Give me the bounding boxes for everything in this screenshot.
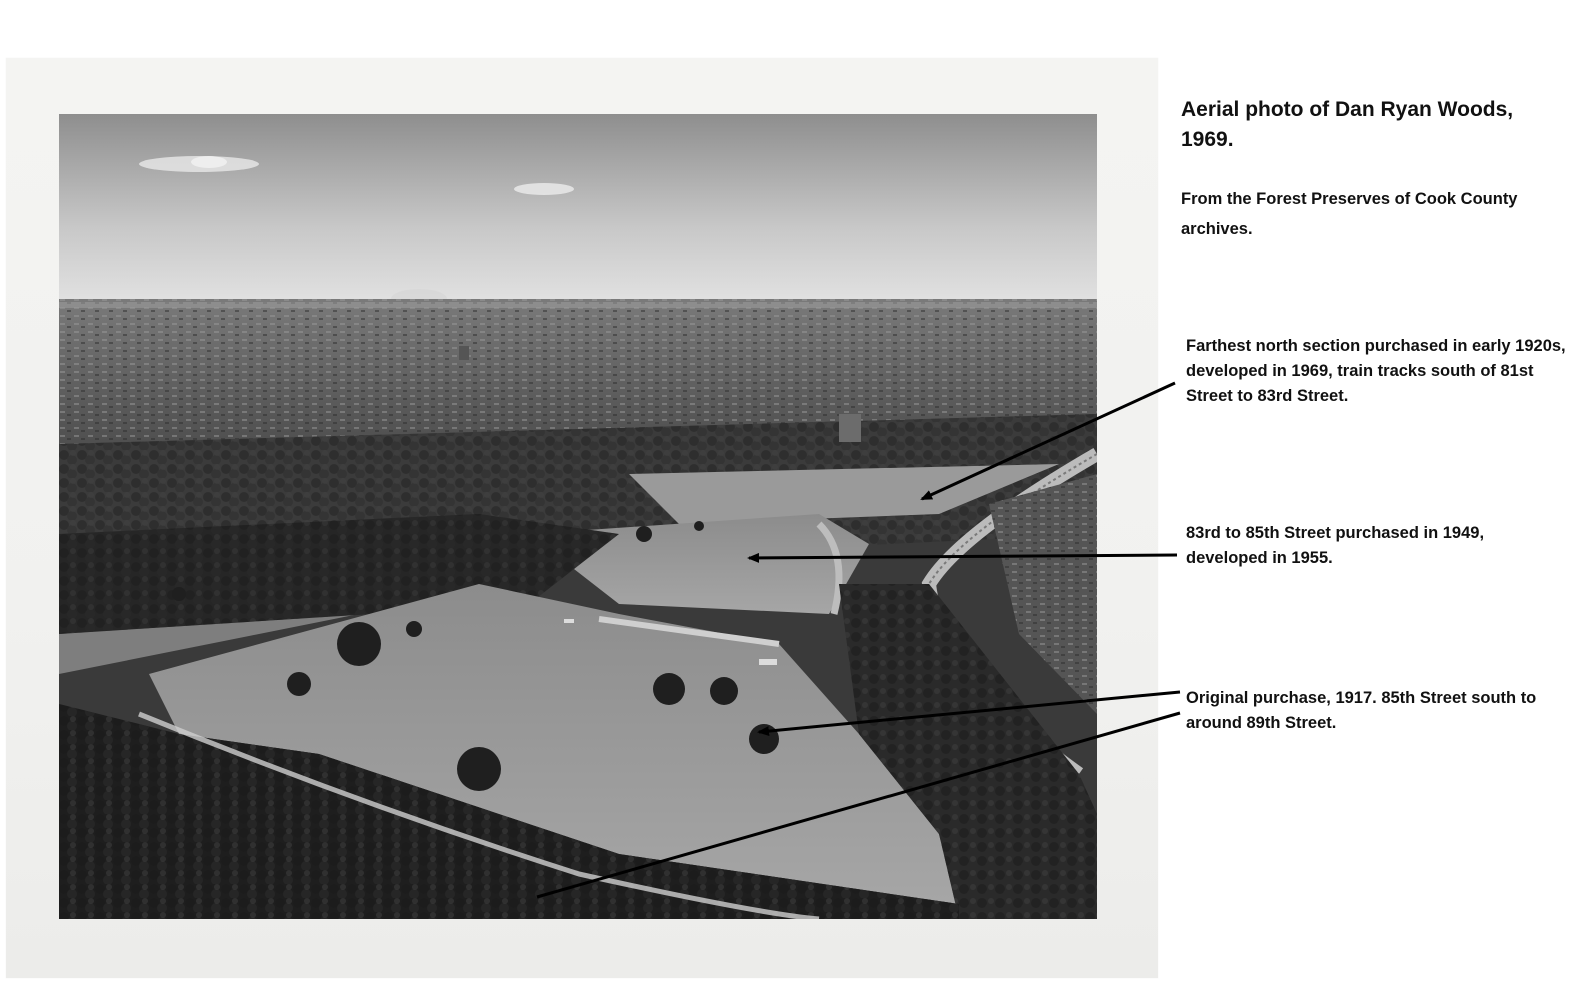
caption-title: Aerial photo of Dan Ryan Woods, 1969. [1181, 98, 1514, 151]
caption-source: From the Forest Preserves of Cook County archives. [1181, 190, 1518, 238]
annotation-north-section: Farthest north section purchased in early 1920s, developed in 1969, train tracks south of 81st Street to 83rd Street. [1186, 337, 1566, 405]
aerial-photo [59, 114, 1097, 919]
aerial-photo-illustration [59, 114, 1097, 919]
annotation-middle-section: 83rd to 85th Street purchased in 1949, developed in 1955. [1186, 524, 1485, 567]
annotation-original-purchase: Original purchase, 1917. 85th Street south to around 89th Street. [1186, 689, 1537, 732]
